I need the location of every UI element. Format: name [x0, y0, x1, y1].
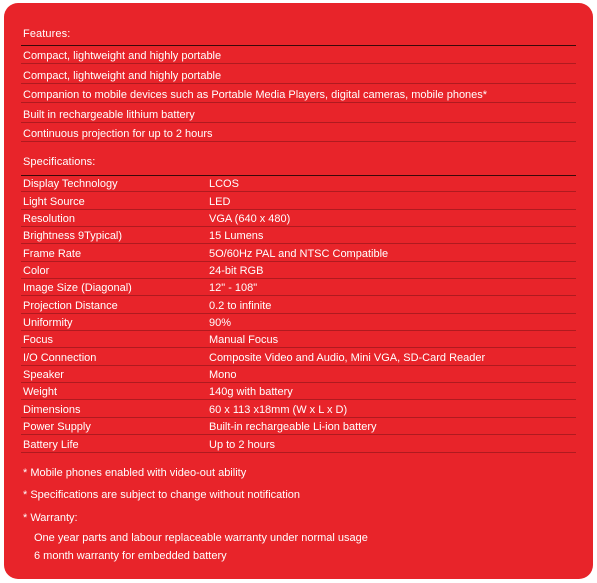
spec-value: 0.2 to infinite [209, 299, 272, 312]
spec-value: LCOS [209, 178, 239, 191]
spec-row [21, 175, 576, 192]
spec-label: Power Supply [23, 421, 91, 434]
feature-item [21, 123, 576, 142]
spec-value: 24-bit RGB [209, 265, 264, 278]
features-list [21, 45, 576, 142]
feature-text: Built in rechargeable lithium battery [23, 108, 195, 121]
note-warranty-title: * Warranty: [23, 512, 78, 524]
spec-row [21, 279, 576, 296]
spec-value: VGA (640 x 480) [209, 213, 291, 226]
specifications-table [21, 175, 576, 453]
spec-value: 140g with battery [209, 386, 293, 399]
spec-row [21, 192, 576, 209]
spec-value: Composite Video and Audio, Mini VGA, SD-Card Reader [209, 351, 486, 364]
features-heading: Features: [23, 28, 71, 40]
spec-label: Brightness 9Typical) [23, 230, 123, 243]
spec-row [21, 400, 576, 417]
spec-row [21, 348, 576, 365]
spec-value: 5O/60Hz PAL and NTSC Compatible [209, 247, 389, 260]
feature-item [21, 103, 576, 122]
spec-label: Color [23, 265, 50, 278]
spec-label: Weight [23, 386, 58, 399]
spec-row [21, 314, 576, 331]
spec-value: Up to 2 hours [209, 438, 276, 451]
spec-label: I/O Connection [23, 351, 97, 364]
spec-value: LED [209, 195, 231, 208]
spec-value: 60 x 113 x18mm (W x L x D) [209, 403, 348, 416]
spec-row [21, 244, 576, 261]
spec-label: Resolution [23, 213, 75, 226]
feature-item [21, 84, 576, 103]
note-warranty-battery: 6 month warranty for embedded battery [34, 550, 227, 562]
spec-value: 12" - 108" [209, 282, 258, 295]
spec-row [21, 227, 576, 244]
spec-row [21, 331, 576, 348]
spec-label: Image Size (Diagonal) [23, 282, 132, 295]
spec-label: Speaker [23, 369, 64, 382]
spec-label: Focus [23, 334, 53, 347]
spec-label: Battery Life [23, 438, 79, 451]
spec-row [21, 366, 576, 383]
feature-text: Compact, lightweight and highly portable [23, 50, 222, 63]
spec-value: Mono [209, 369, 237, 382]
spec-label: Frame Rate [23, 247, 82, 260]
feature-item [21, 45, 576, 64]
spec-row [21, 210, 576, 227]
spec-label: Display Technology [23, 178, 118, 191]
feature-text: Companion to mobile devices such as Portable Media Players, digital cameras, mobile phones* [23, 89, 488, 102]
note-specs-change: * Specifications are subject to change without notification [23, 489, 300, 501]
specifications-heading: Specifications: [23, 156, 96, 168]
spec-value: 15 Lumens [209, 230, 264, 243]
spec-label: Projection Distance [23, 299, 118, 312]
note-mobile-phones: * Mobile phones enabled with video-out ability [23, 467, 247, 479]
note-warranty-parts: One year parts and labour replaceable warranty under normal usage [34, 532, 368, 544]
spec-value: 90% [209, 317, 232, 330]
product-info-panel [4, 3, 593, 579]
spec-row [21, 418, 576, 435]
spec-label: Dimensions [23, 403, 81, 416]
feature-text: Compact, lightweight and highly portable [23, 69, 222, 82]
spec-row [21, 262, 576, 279]
spec-row [21, 296, 576, 313]
spec-value: Built-in rechargeable Li-ion battery [209, 421, 377, 434]
spec-row [21, 383, 576, 400]
feature-text: Continuous projection for up to 2 hours [23, 127, 213, 140]
feature-item [21, 64, 576, 83]
spec-row [21, 435, 576, 452]
spec-label: Light Source [23, 195, 85, 208]
spec-label: Uniformity [23, 317, 73, 330]
spec-value: Manual Focus [209, 334, 279, 347]
